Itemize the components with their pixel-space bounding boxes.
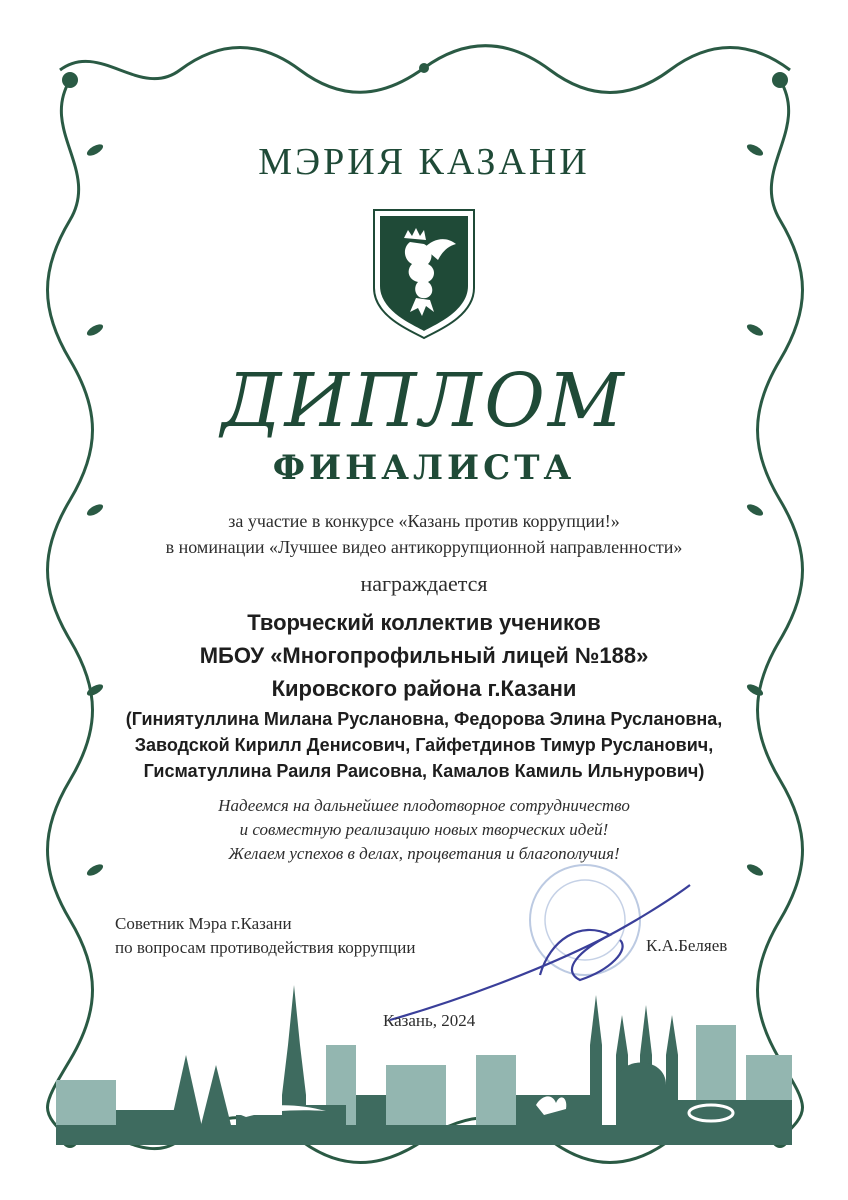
signatory-position-line-2: по вопросам противодействия коррупции (115, 938, 416, 957)
place-date: Казань, 2024 (383, 1011, 476, 1030)
wish-line-2: и совместную реализацию новых творческих идей! (239, 820, 609, 839)
signatory-position (115, 912, 415, 960)
signatory-name: К.А.Беляев (646, 936, 728, 955)
contest-line-1: за участие в конкурсе «Казань против коррупции!» (228, 511, 620, 531)
wish-line-3: Желаем успехов в делах, процветания и благополучия! (228, 844, 620, 863)
signatory-position-line-1: Советник Мэра г.Казани (115, 914, 292, 933)
issuer-title: МЭРИЯ КАЗАНИ (258, 141, 590, 183)
members-line-1: (Гиниятуллина Милана Руслановна, Федорова Элина Руслановна, (125, 709, 723, 729)
members-line-3: Гисматуллина Раиля Раисовна, Камалов Камиль Ильнурович) (143, 761, 705, 781)
recipient-line-1: Творческий коллектив учеников (247, 610, 601, 635)
awarded-text: награждается (360, 571, 488, 596)
members-line-2: Заводской Кирилл Денисович, Гайфетдинов Тимур Русланович, (134, 735, 714, 755)
kazan-skyline-illustration (56, 985, 792, 1145)
diploma-title: ДИПЛОМ (221, 358, 627, 444)
contest-line-2: в номинации «Лучшее видео антикоррупционной направленности» (165, 537, 683, 557)
recipient-line-3: Кировского района г.Казани (271, 676, 577, 701)
kazan-dragon-crest-icon (372, 208, 476, 340)
wish-line-1: Надеемся на дальнейшее плодотворное сотрудничество (218, 796, 630, 815)
diploma-subtitle: ФИНАЛИСТА (272, 448, 576, 488)
recipient-line-2: МБОУ «Многопрофильный лицей №188» (199, 643, 649, 668)
